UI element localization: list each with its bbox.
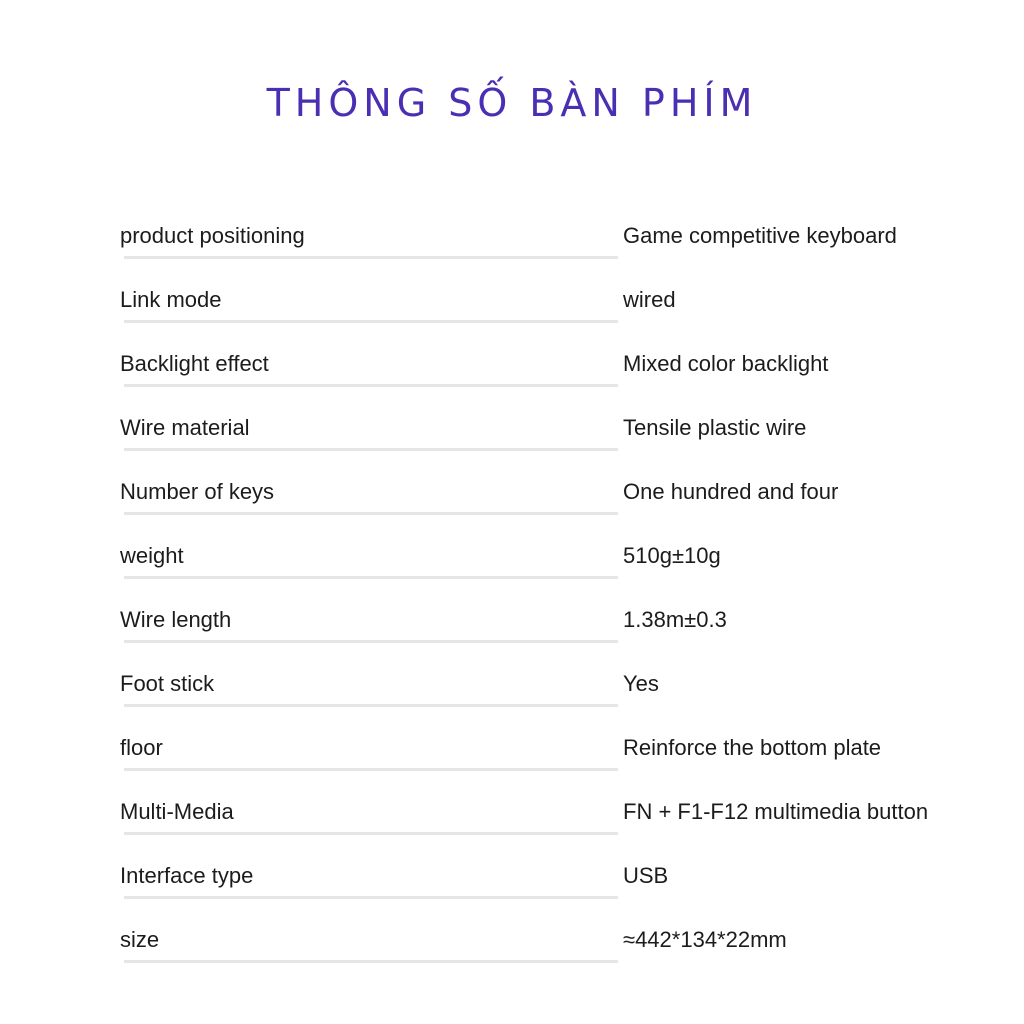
spec-row xyxy=(0,268,1024,332)
spec-row xyxy=(0,332,1024,396)
row-divider xyxy=(124,704,618,707)
spec-value: Mixed color backlight xyxy=(623,351,829,376)
spec-row xyxy=(0,204,1024,268)
spec-label: Backlight effect xyxy=(120,351,269,376)
spec-label: Wire length xyxy=(120,607,232,632)
spec-row xyxy=(0,908,1024,972)
spec-label: product positioning xyxy=(120,223,305,248)
row-divider xyxy=(124,768,618,771)
spec-label: Multi-Media xyxy=(120,799,234,824)
spec-value: FN + F1-F12 multimedia button xyxy=(623,799,929,824)
spec-value: Reinforce the bottom plate xyxy=(623,735,882,760)
spec-value: USB xyxy=(623,863,669,888)
spec-label: Wire material xyxy=(120,415,250,440)
spec-label: Foot stick xyxy=(120,671,215,696)
spec-row xyxy=(0,652,1024,716)
row-divider xyxy=(124,576,618,579)
spec-label: Link mode xyxy=(120,287,222,312)
spec-label: floor xyxy=(120,735,163,760)
spec-row xyxy=(0,588,1024,652)
spec-row xyxy=(0,716,1024,780)
spec-label: Interface type xyxy=(120,863,254,888)
row-divider xyxy=(124,960,618,963)
spec-row xyxy=(0,460,1024,524)
spec-value: wired xyxy=(623,287,676,312)
row-divider xyxy=(124,896,618,899)
spec-row xyxy=(0,396,1024,460)
spec-value: Tensile plastic wire xyxy=(623,415,807,440)
page-title: THÔNG SỐ BÀN PHÍM xyxy=(266,81,758,125)
spec-row xyxy=(0,844,1024,908)
spec-row xyxy=(0,780,1024,844)
spec-value: 1.38m±0.3 xyxy=(623,607,727,632)
row-divider xyxy=(124,256,618,259)
row-divider xyxy=(124,832,618,835)
spec-table xyxy=(0,204,1024,972)
spec-value: 510g±10g xyxy=(623,543,721,568)
spec-label: Number of keys xyxy=(120,479,275,504)
spec-label: size xyxy=(120,927,160,952)
row-divider xyxy=(124,384,618,387)
spec-value: ≈442*134*22mm xyxy=(623,927,787,952)
spec-value: Game competitive keyboard xyxy=(623,223,897,248)
row-divider xyxy=(124,320,618,323)
row-divider xyxy=(124,640,618,643)
row-divider xyxy=(124,448,618,451)
spec-label: weight xyxy=(120,543,184,568)
spec-row xyxy=(0,524,1024,588)
row-divider xyxy=(124,512,618,515)
spec-value: One hundred and four xyxy=(623,479,839,504)
spec-value: Yes xyxy=(623,671,659,696)
